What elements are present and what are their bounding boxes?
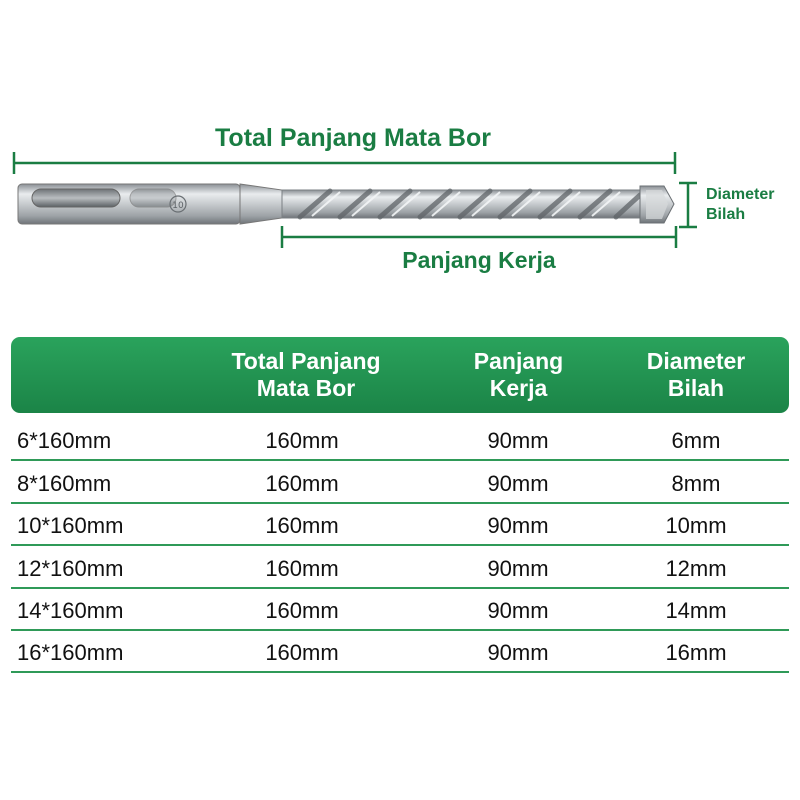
diameter-dimension-line	[679, 183, 697, 227]
table-row	[11, 462, 789, 504]
table-row	[11, 419, 789, 461]
size-cell: 6*160mm	[17, 428, 112, 453]
total-length-cell: 160mm	[265, 598, 339, 623]
header-working-length: Panjang Kerja	[473, 348, 564, 401]
working-length-cell: 90mm	[487, 471, 549, 496]
size-cell: 16*160mm	[17, 640, 124, 665]
header-total-length: Total Panjang Mata Bor	[231, 348, 381, 401]
size-cell: 8*160mm	[17, 471, 112, 496]
size-cell: 10*160mm	[17, 513, 124, 538]
blade-diameter-label-line1: Diameter	[706, 186, 775, 203]
table-row	[11, 589, 789, 631]
svg-text:10: 10	[172, 201, 184, 211]
working-length-cell: 90mm	[487, 513, 549, 538]
total-length-cell: 160mm	[265, 513, 339, 538]
total-length-cell: 160mm	[265, 471, 339, 496]
table-row	[11, 631, 789, 673]
size-cell: 14*160mm	[17, 598, 124, 623]
diameter-cell: 8mm	[671, 471, 721, 496]
diameter-cell: 16mm	[665, 640, 727, 665]
table-row	[11, 504, 789, 546]
diameter-cell: 6mm	[671, 428, 721, 453]
table-row	[11, 547, 789, 589]
diameter-cell: 12mm	[665, 556, 727, 581]
total-length-cell: 160mm	[265, 556, 339, 581]
working-length-cell: 90mm	[487, 428, 549, 453]
header-blade-diameter: Diameter Bilah	[646, 348, 746, 401]
total-length-cell: 160mm	[265, 640, 339, 665]
drill-tip	[640, 186, 674, 223]
total-length-label: Total Panjang Mata Bor	[215, 124, 491, 152]
size-cell: 12*160mm	[17, 556, 124, 581]
total-length-cell: 160mm	[265, 428, 339, 453]
drill-flutes	[282, 190, 642, 218]
working-length-cell: 90mm	[487, 556, 549, 581]
total-length-dimension-line	[14, 152, 675, 174]
working-length-label: Panjang Kerja	[402, 247, 556, 273]
diameter-cell: 10mm	[665, 513, 727, 538]
drill-bit-diagram	[0, 140, 800, 250]
working-length-cell: 90mm	[487, 598, 549, 623]
drill-shank	[18, 184, 282, 224]
working-length-dimension-line	[282, 226, 676, 248]
table-header	[11, 337, 789, 413]
blade-diameter-label-line2: Bilah	[706, 206, 746, 223]
diameter-cell: 14mm	[665, 598, 727, 623]
working-length-cell: 90mm	[487, 640, 549, 665]
